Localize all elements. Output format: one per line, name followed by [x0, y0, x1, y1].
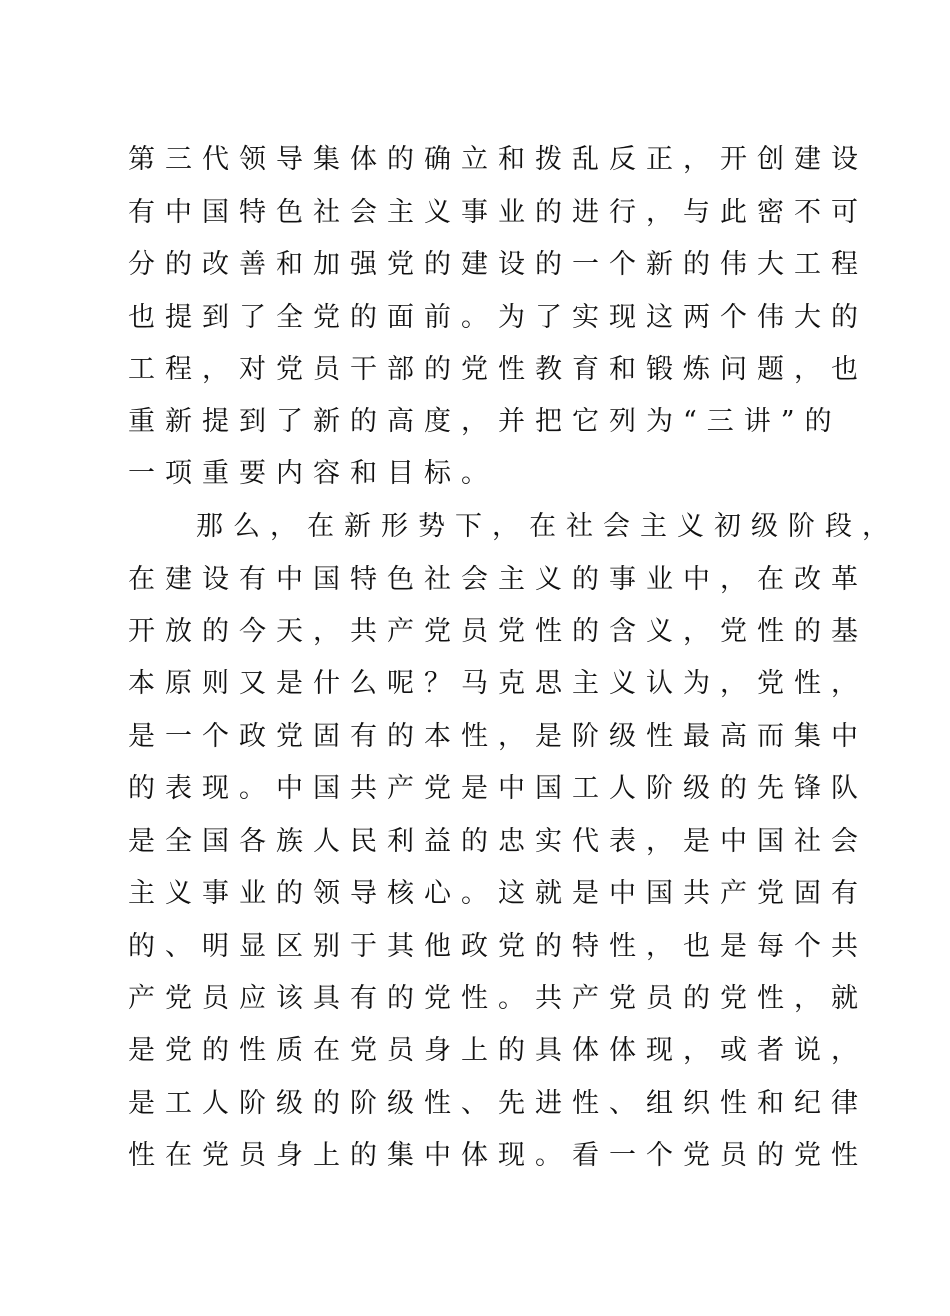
text-line: 也提到了全党的面前。为了实现这两个伟大的 — [128, 302, 868, 333]
text-line: 是全国各族人民利益的忠实代表，是中国社会 — [128, 826, 868, 857]
text-line: 开放的今天，共产党员党性的含义，党性的基 — [128, 616, 868, 647]
text-line: 第三代领导集体的确立和拨乱反正，开创建设 — [128, 144, 868, 175]
text-line: 那么，在新形势下，在社会主义初级阶段， — [196, 511, 899, 542]
text-line: 主义事业的领导核心。这就是中国共产党固有 — [128, 878, 868, 909]
text-line: 的表现。中国共产党是中国工人阶级的先锋队 — [128, 773, 868, 804]
text-line: 是党的性质在党员身上的具体体现，或者说， — [128, 1035, 868, 1066]
text-line: 一项重要内容和目标。 — [128, 458, 498, 489]
text-line: 本原则又是什么呢？马克思主义认为，党性， — [128, 668, 868, 699]
text-line: 工程，对党员干部的党性教育和锻炼问题，也 — [128, 354, 868, 385]
text-line: 在建设有中国特色社会主义的事业中，在改革 — [128, 564, 868, 595]
text-line: 是工人阶级的阶级性、先进性、组织性和纪律 — [128, 1088, 868, 1119]
text-line: 的、明显区别于其他政党的特性，也是每个共 — [128, 931, 868, 962]
text-line: 性在党员身上的集中体现。看一个党员的党性 — [128, 1140, 868, 1171]
text-line: 有中国特色社会主义事业的进行，与此密不可 — [128, 197, 868, 228]
text-line: 产党员应该具有的党性。共产党员的党性，就 — [128, 983, 868, 1014]
text-line: 重新提到了新的高度，并把它列为“三讲”的 — [128, 406, 842, 437]
text-line: 是一个政党固有的本性，是阶级性最高而集中 — [128, 721, 868, 752]
text-line: 分的改善和加强党的建设的一个新的伟大工程 — [128, 249, 868, 280]
